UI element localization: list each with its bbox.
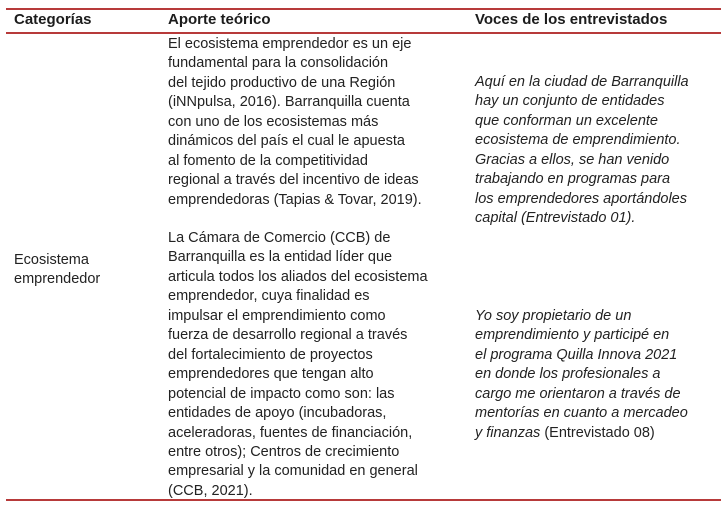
quote-line: cargo me orientaron a través de [475,385,681,402]
text-line: articula todos los aliados del ecosistema [168,268,428,285]
aporte-paragraph-1 [168,35,473,210]
text-line: aceleradoras, fuentes de financiación, [168,424,413,441]
quote-line: Yo soy propietario de un [475,308,632,324]
quote-line: mentorías en cuanto a mercadeo [475,405,688,422]
text-line: El ecosistema emprendedor es un eje [168,36,412,52]
category-line: Ecosistema [14,252,89,268]
table-bottom-rule [6,499,721,501]
text-line: entidades de apoyo (incubadoras, [168,405,387,422]
text-line: emprendedor, cuya finalidad es [168,288,370,305]
text-line: La Cámara de Comercio (CCB) de [168,230,391,246]
quote-last-line [475,209,723,228]
text-line: (iNNpulsa, 2016). Barranquilla cuenta [168,94,410,111]
text-line: emprendedoras (Tapias & Tovar, 2019). [168,191,422,208]
header-categorias: Categorías [14,11,92,28]
quote-last-line [475,424,723,443]
quote-line: Gracias a ellos, se han venido [475,151,670,168]
text-line: del tejido productivo de una Región [168,74,396,91]
text-line: fundamental para la consolidación [168,55,389,72]
text-line: potencial de impacto como son: las [168,385,395,402]
quote-line: trabajando en programas para [475,171,671,188]
category-line: emprendedor [14,271,101,287]
quote-line: el programa Quilla Innova 2021 [475,346,678,363]
quote-line: capital [475,210,517,227]
text-line: regional a través del incentivo de ideas [168,172,419,189]
text-line: (CCB, 2021). [168,482,253,499]
interview-quote-2 [475,307,723,443]
text-line: empresarial y la comunidad en general [168,463,418,480]
quote-source: (Entrevistado 08) [540,424,655,441]
header-aporte-teorico: Aporte teórico [168,11,271,28]
quote-line: emprendimiento y participé en [475,327,670,344]
category-cell [14,251,154,289]
quote-line: ecosistema de emprendimiento. [475,132,681,149]
text-line: entre otros); Centros de crecimiento [168,443,400,460]
quote-line: en donde los profesionales a [475,366,661,383]
quote-source: (Entrevistado 01). [516,210,636,227]
text-line: fuerza de desarrollo regional a través [168,327,408,344]
quote-line: que conforman un excelente [475,112,658,129]
text-line: impulsar el emprendimiento como [168,307,386,324]
text-line: al fomento de la competitividad [168,152,368,169]
header-rule [6,32,721,34]
aporte-paragraph-2 [168,229,473,501]
quote-line: Aquí en la ciudad de Barranquilla [475,74,689,90]
quote-line: y finanzas [475,424,541,441]
text-line: emprendedores que tengan alto [168,366,374,383]
text-line: Barranquilla es la entidad líder que [168,249,393,266]
table-top-rule [6,8,721,10]
text-line: con uno de los ecosistemas más [168,113,379,130]
quote-line: los emprendedores aportándoles [475,190,687,207]
interview-quote-1 [475,73,723,229]
text-line: del fortalecimiento de proyectos [168,346,373,363]
header-voces-entrevistados: Voces de los entrevistados [475,11,668,28]
quote-line: hay un conjunto de entidades [475,93,665,110]
text-line: dinámicos del país el cual le apuesta [168,133,405,150]
